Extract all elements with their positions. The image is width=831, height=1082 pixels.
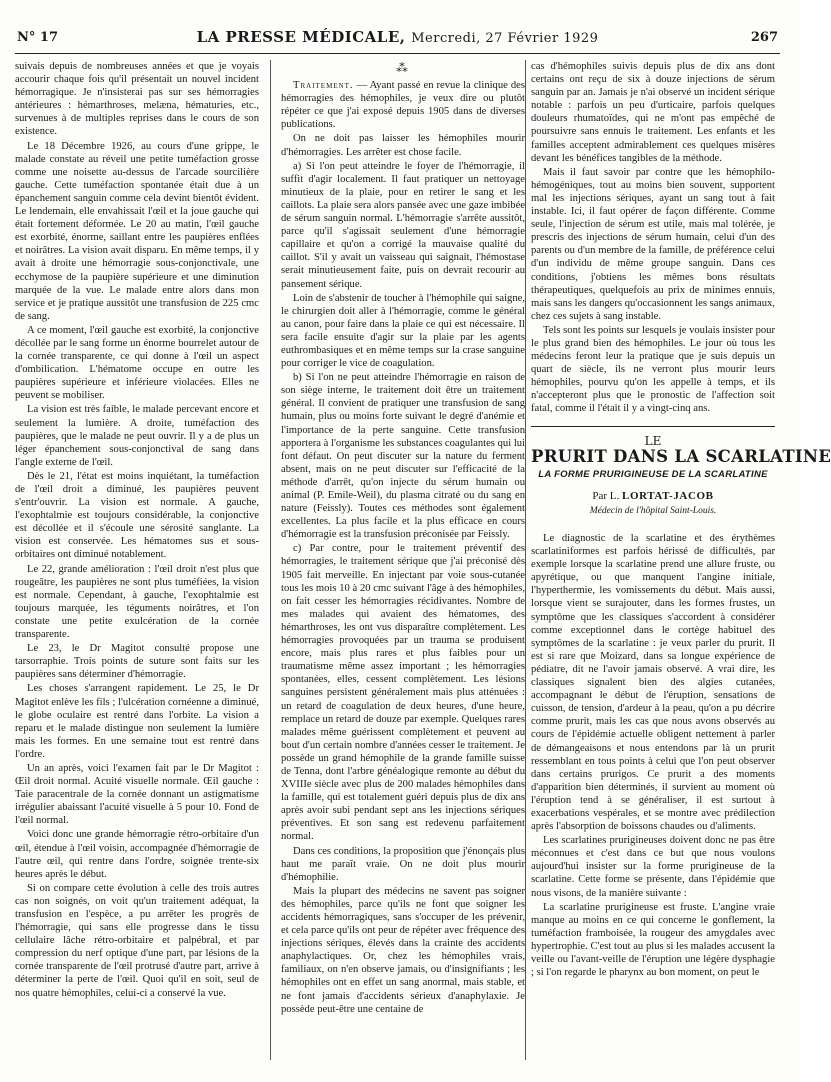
column-divider: [525, 60, 526, 1060]
header-rule: [15, 53, 780, 54]
paragraph: Si on compare cette évolution à celle des trois autres cas non soignés, on voit qu'un traitement adéquat, la transfusion en l'espèce, a pu arrêter les progrès de l'hémorragie, qui sans elle progresse dans le tissu cellulaire lâche rétro-orbitaire et palpébral, et par compression du nerf optique d'une part, par lésions de la cornée transparente de l'œil protrusé d'autre part, arrive à déterminer la perte de l'œil. Quoi qu'il en soit, seul de nos quatre hémophiles, celui-ci a conservé la vue.: [15, 882, 259, 999]
column-2: [281, 60, 525, 1075]
column-3: [531, 60, 831, 1075]
paragraph: b) Si l'on ne peut atteindre l'hémorragie en raison de son siège interne, le traitement doit être un traitement général. Il convient de pratiquer une transfusion de sang humain, plus ou moins forte suivant le degré d'anémie et l'importance de la perte sanguine. Cette transfusion apportera à l'organisme les substances coagulantes qui lui font défaut. On peut discuter sur la nature du ferment absent, mais on ne peut discuter sur l'efficacité de la méthode d'arrêt, qu'on injecte du sérum humain ou animal (P. Emile-Weil), du plasma citraté ou du sang en nature (Feissly). Toutes ces méthodes sont également excellentes. La plus facile et la plus efficace en cours d'hémorragie est la transfusion préconisée par Feissly.: [281, 372, 525, 541]
paragraph: La scarlatine prurigineuse est fruste. L'angine vraie manque au moins en ce qui concerne le gonflement, la tuméfaction framboisée, la rougeur des amygdales avec hypertrophie. C'est tout au plus si les malades accusent la veille ou l'avant-veille de l'éruption une légère dysphagie ; si l'on regarde le pharynx au bon moment, on peut le: [531, 901, 775, 979]
paragraph: cas d'hémophiles suivis depuis plus de dix ans dont certains ont reçu de six à douze injections de sérum sanguin par an. Jamais je n'ai observé un incident sérique notable : parfois un peu d'urticaire, parfois quelques douleurs rhumatoïdes, qui ne m'ont pas empêché de poursuivre sans ennuis le traitement. Les enfants et les familles acceptent admirablement ces quelques misères devant les bénéfices tangibles de la méthode.: [531, 61, 775, 164]
paragraph: Tels sont les points sur lesquels je voulais insister pour le plus grand bien des hémophiles. Le jour où tous les médecins feront leur la pratique que je suis depuis un quart de siècle, ils ne verront plus mourir leurs hémophiles, pourvu qu'on les appelle à temps, et ils n'accepteront plus que le pronostic de l'affection soit fatal, comme il l'était il y a vingt-cinq ans.: [531, 324, 776, 415]
paragraph: Mais il faut savoir par contre que les hémophilo-hémogéniques, tout au moins bien souvent, supportent mal les injections sériques, ayant un sang tout à fait instable. Ici, il faut opérer de façon différente. Comme seule, l'injection de sérum est utile, mais mal tolérée, je prescris des injections de sérum humain, celui d'un des parents ou d'un membre de la famille, de préférence celui d'un individu de même groupe sanguin. Dans ces conditions, j'obtiens les mêmes bons résultats thérapeutiques, quelquefois au prix de minimes ennuis, mais sans les dangers qu'occasionnent les sangs animaux, chez ces sujets à sang instable.: [531, 166, 775, 322]
article-subtitle: LA FORME PRURIGINEUSE DE LA SCARLATINE: [538, 468, 768, 480]
paragraph: Voici donc une grande hémorragie rétro-orbitaire d'un œil, étendue à l'œil voisin, accompagnée d'hémorragie de l'autre œil, qui rentre dans l'ordre, soignée trente-six heures après le début.: [15, 829, 259, 880]
paragraph: Les scarlatines prurigineuses doivent donc ne pas être méconnues et c'est dans ce but que nous voulons aujourd'hui insister sur la forme prurigineuse de la scarlatine. Cette forme se présente, dans l'épidémie que nous visons, de la manière suivante :: [531, 835, 775, 899]
paragraph: Mais la plupart des médecins ne savent pas soigner des hémophiles, parce qu'ils ne font que soigner les accidents hémorragiques, sans s'occuper de les prévenir, et cela parce qu'ils ont peur de répéter avec fréquence des injections sériques, élevés dans la crainte des accidents anaphylactiques. Or, chez les hémophiles vrais, familiaux, on n'en observe jamais, ou d'insignifiants ; les hémophiles ont en effet un sang anormal, mais stable, et ne font jamais d'accidents sérieux d'anaphylaxie. Je possède peut-être une centaine de: [281, 885, 525, 1015]
paragraph: Le 22, grande amélioration : l'œil droit n'est plus que rougeâtre, les paupières ne sont plus tuméfiées, la vision est normale. Cependant, à gauche, l'exophtalmie est toujours marquée, les téguments noirâtres, et l'on constate une petite exulcération de la cornée transparente.: [15, 563, 259, 641]
section-separator: ⁂: [396, 61, 410, 75]
paragraph: [281, 79, 525, 131]
paragraph: Le diagnostic de la scarlatine et des érythèmes scarlatiniformes est parfois hérissé de difficultés, par exemple lorsque la scarlatine prend une allure fruste, ou apyrétique, ou que manquent l'angine initiale, l'hyperthermie, les vomissements du début. Mais aussi, lorsque vient se surajouter, dans les formes frustes, un symptôme que les classiques s'accordent à considérer comme exceptionnel dans le cortège habituel des symptômes de la scarlatine : je veux parler du prurit. Il est si rare que Moizard, dans sa longue expérience de pédiatre, dit ne l'avoir jamais observé. A vrai dire, les classiques signalent bien des algies cutanées, accompagnant le début de l'éruption, sensations de cuisson, de tension, d'ardeur à la peau, qu'on a pu décrire comme prurit, mais les cas que nous avons observés au cours de l'épidémie actuelle obligent nettement à parler de démangeaisons et nous entendons par là un prurit ressemblant en tous points à celui que l'on peut observer dans certains prurigos. Ce prurit a des moments d'apparition bien déterminés, il survient au moment où l'éruption tend à se généraliser, il est surtout à exacerbations vespérales, et se montre avec prédilection après l'absorption de boissons chaudes ou d'aliments.: [531, 533, 775, 833]
paragraph: Un an après, voici l'examen fait par le Dr Magitot : Œil droit normal. Acuité visuelle normale. Œil gauche : Taie paracentrale de la cornée donnant un astigmatisme irrégulier abaissant l'acuité visuelle à 5 pour 10. Fond de l'œil normal.: [15, 762, 259, 827]
author-affiliation: Médecin de l'hôpital Saint-Louis.: [589, 505, 717, 516]
page-number: 267: [750, 30, 778, 45]
paragraph: A ce moment, l'œil gauche est exorbité, la conjonctive décollée par le sang forme un énorme bourrelet autour de la cornée transparente, ce qui donne à l'œil un aspect d'ombilication. L'hématome occupe en outre les paupières supérieure et inférieure violacées. Elles ne peuvent se mobiliser.: [15, 324, 259, 402]
paragraph: Le 23, le Dr Magitot consulté propose une tarsorraphie. Trois points de suture sont faits sur les paupières sans déterminer d'hémorragie.: [15, 643, 259, 681]
article-title-prefix: LE: [644, 433, 662, 448]
issue-number: N° 17: [17, 30, 58, 45]
paragraph: La vision est très faible, le malade percevant encore et seulement la lumière. A droite, tuméfaction des paupières, que le malade ne peut ouvrir. Il y a de plus un léger épanchement sous-conjonctival de sang dans l'angle externe de l'œil.: [15, 404, 259, 468]
paragraph: a) Si l'on peut atteindre le foyer de l'hémorragie, il suffit d'agir localement. Il faut pratiquer un nettoyage minutieux de la plaie, pour en retirer le sang et les caillots. La plaie sera alors pansée avec une gaze imbibée de sérum sanguin normal. L'hémorragie s'arrête aussitôt, parce qu'il s'agissait seulement d'une hémorragie capillaire et qu'on a corrigé la mauvaise qualité du caillot. S'il y avait un vaisseau qui saignait, l'hémostase serait minutieusement faite, puis on devrait recourir au pansement sérique.: [281, 160, 525, 290]
column-1: [15, 60, 259, 1075]
paragraph: Dans ces conditions, la proposition que j'énonçais plus haut me paraît vraie. On ne doit plus mourir d'hémophilie.: [281, 845, 525, 883]
article-author: [531, 490, 775, 503]
page-header: [15, 6, 780, 46]
paragraph: c) Par contre, pour le traitement préventif des hémorragies, le traitement sérique que j'ai préconisé dès 1905 fait merveille. En injectant par voie sous-cutanée tous les mois 10 à 20 cmc suivant l'âge à des hémophiles, on fait cesser les hémorragies récidivantes. Nombre de mes malades qui avaient des hématomes, des hémarthroses, les ont vus disparaître complètement. Les hémorragies provoquées par un trauma se produisent encore, mais plus rares et plus faibles pour un traumatisme même assez important ; les hémorragies spontanées, elles, cessent complètement. Les lésions sanguines persistent généralement mais plus atténuées : un retard de coagulation de deux heures, d'une heure, remplace un retard de douze par exemple. Quelques rares malades même guérissent complètement et peuvent au bout d'un certain nombre d'années cesser le traitement. Je possède un grand hémophile de la grande famille suisse de Tenna, dont l'arbre généalogique remonte au début du XVIIIe siècle avec plus de 200 malades hémophiles dans la famille, qui est totalement guéri depuis plus de dix ans après avoir subi pendant sept ans les injections sériques préventives. Et son sang est redevenu parfaitement normal.: [281, 543, 525, 843]
article-rule: [531, 426, 775, 427]
issue-date: Mercredi, 27 Février 1929: [411, 31, 599, 46]
author-prefix: Par L.: [592, 489, 620, 502]
paragraph: Le 18 Décembre 1926, au cours d'une grippe, le malade constate au réveil une petite tuméfaction grosse comme une noisette au-dessus de l'arcade sourcilière gauche. Cette tuméfaction spontanée était due à un épanchement sanguin comme cela devint bientôt évident. Le lendemain, elle envahissait l'œil et la joue gauche qui était fortement déformée. Le 20 au matin, l'œil gauche est exorbité, énorme, saillant entre les paupières enflées et noirâtres. La vision avait disparu. En même temps, il y avait à droite une hémorragie sous-conjonctivale, une ecchymose de la paupière supérieure et une diminution marquée de la vue. Le malade entre alors dans mon service et je pratique aussitôt une transfusion de 225 cmc de sang.: [15, 140, 259, 322]
paragraph: On ne doit pas laisser les hémophiles mourir d'hémorragies. Les arrêter est chose facile.: [281, 133, 525, 158]
paragraph: suivais depuis de nombreuses années et que je voyais accourir chaque fois qu'il présentait un nouvel incident hémorragique. Je n'insisterai pas sur ses hémorragies antérieures : hémarthroses, melæna, hématuries, etc., survenues à de multiples reprises dans le cours de son existence.: [15, 61, 259, 138]
article-title: PRURIT DANS LA SCARLATINE: [531, 446, 831, 466]
journal-name: LA PRESSE MÉDICALE,: [196, 28, 406, 46]
paragraph: Les choses s'arrangent rapidement. Le 25, le Dr Magitot enlève les fils ; l'ulcération cornéenne a diminué, le globe oculaire est rentré dans l'orbite. La vision a reparu et le malade distingue non seulement la lumière mais les formes. En une semaine tout est rentré dans l'ordre.: [15, 683, 259, 760]
paragraph: Loin de s'abstenir de toucher à l'hémophile qui saigne, le chirurgien doit aller à l'hémorragie, comme le général au canon, pour faire dans la plaie ce qui est nécessaire. Il sera facile ensuite d'agir sur la plaie par les agents euthrombasiques et en même temps sur la crase sanguine pour corriger le vice de coagulation.: [281, 292, 525, 370]
running-head: [15, 28, 780, 46]
section-label: Traitement.: [293, 80, 354, 92]
paragraph: Dès le 21, l'état est moins inquiétant, la tuméfaction de l'œil droit a diminué, les paupières peuvent s'entr'ouvrir. La vision est normale. A gauche, l'exophtalmie est toujours considérable, la conjonctive est décollée et il s'écoule une sérosité sanglante. La vision est conservée. Les hématomes sus et sous-orbitaires ont diminué notablement.: [15, 470, 259, 561]
author-name: LORTAT-JACOB: [622, 489, 714, 502]
section-lead-text: — Ayant passé en revue la clinique des hémorragies des hémophiles, je veux dire ou plutôt répéter ce que j'ai exposé depuis 1905 dans de diverses publications.: [281, 80, 525, 131]
column-divider: [270, 60, 271, 1060]
